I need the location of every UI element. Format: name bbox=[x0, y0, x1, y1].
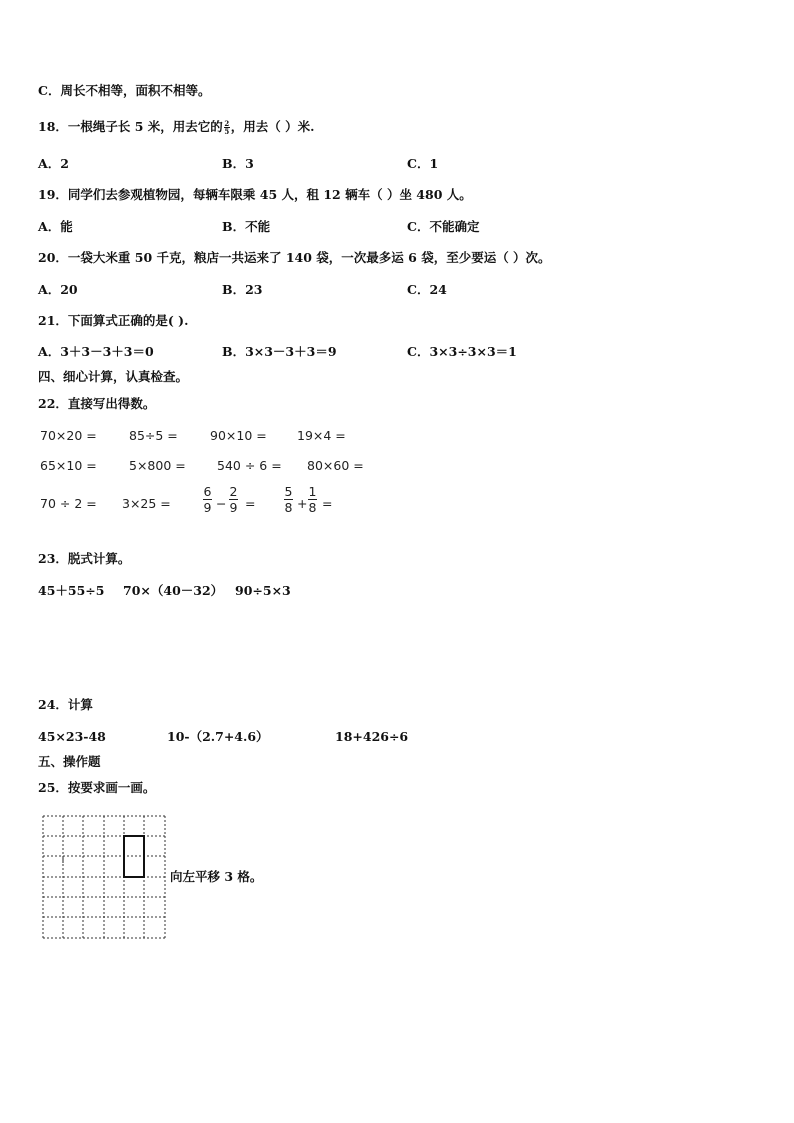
q22-title: 22．直接写出得数。 bbox=[38, 396, 156, 411]
section-4-heading: 四、细心计算，认真检查。 bbox=[38, 369, 189, 384]
q22-calc: 5×800 = bbox=[129, 458, 186, 473]
q18-option-c: C．1 bbox=[407, 156, 439, 171]
q22-frac1-b: 2 9 bbox=[229, 484, 238, 515]
q23-title: 23．脱式计算。 bbox=[38, 551, 131, 566]
q22-calc: 85÷5 = bbox=[129, 428, 178, 443]
q18-frac-den: 5 bbox=[224, 127, 230, 136]
q20-option-c: C．24 bbox=[407, 282, 447, 297]
q18-suffix: ，用去（ ）米. bbox=[230, 119, 315, 134]
q22-frac2-b: 1 8 bbox=[308, 484, 317, 515]
q22-calc: 3×25 = bbox=[122, 496, 171, 511]
q23-item: 70×（40－32） bbox=[123, 583, 224, 598]
q22-calc: 540 ÷ 6 = bbox=[217, 458, 282, 473]
q18-frac-num: 2 bbox=[224, 119, 230, 128]
q22-frac2-eq: = bbox=[322, 496, 333, 511]
q21-option-c: C．3×3÷3×3＝1 bbox=[407, 344, 517, 359]
q23-item: 45＋55÷5 bbox=[38, 583, 105, 598]
q19-option-c: C．不能确定 bbox=[407, 219, 480, 234]
q22-frac1-eq: = bbox=[245, 496, 256, 511]
q18-question bbox=[38, 119, 315, 135]
q21-option-a: A．3＋3－3＋3＝0 bbox=[38, 344, 154, 359]
q25-instruction: 向左平移 3 格。 bbox=[170, 869, 263, 884]
q24-title: 24．计算 bbox=[38, 697, 93, 712]
q22-frac1-a: 6 9 bbox=[203, 484, 212, 515]
dotted-grid bbox=[42, 815, 168, 945]
q21-question: 21．下面算式正确的是( ). bbox=[38, 313, 189, 328]
q22-frac2-op: + bbox=[297, 496, 308, 511]
q19-option-b: B．不能 bbox=[222, 219, 271, 234]
q18-option-b: B．3 bbox=[222, 156, 254, 171]
q22-calc: 80×60 = bbox=[307, 458, 364, 473]
q24-item: 10-（2.7+4.6） bbox=[167, 729, 269, 744]
q23-item: 90÷5×3 bbox=[235, 583, 291, 598]
q19-question: 19．同学们去参观植物园，每辆车限乘 45 人，租 12 辆车（ ）坐 480 人。 bbox=[38, 187, 472, 202]
q20-question: 20．一袋大米重 50 千克，粮店一共运来了 140 袋，一次最多运 6 袋，至少要运（ ）次。 bbox=[38, 250, 551, 265]
q19-option-a: A．能 bbox=[38, 219, 73, 234]
q24-item: 18+426÷6 bbox=[335, 729, 409, 744]
q24-item: 45×23-48 bbox=[38, 729, 106, 744]
q18-fraction bbox=[224, 120, 230, 135]
grid-svg bbox=[42, 815, 168, 941]
q20-option-b: B．23 bbox=[222, 282, 263, 297]
q18-prefix: 18．一根绳子长 5 米，用去它的 bbox=[38, 119, 223, 134]
q22-calc: 70 ÷ 2 = bbox=[40, 496, 97, 511]
q20-option-a: A．20 bbox=[38, 282, 78, 297]
q25-title: 25．按要求画一画。 bbox=[38, 780, 156, 795]
q17-option-c: C．周长不相等，面积不相等。 bbox=[38, 83, 211, 98]
q22-frac2-a: 5 8 bbox=[284, 484, 293, 515]
q22-calc: 65×10 = bbox=[40, 458, 97, 473]
q18-option-a: A．2 bbox=[38, 156, 69, 171]
q22-calc: 70×20 = bbox=[40, 428, 97, 443]
q22-calc: 90×10 = bbox=[210, 428, 267, 443]
q22-calc: 19×4 = bbox=[297, 428, 346, 443]
section-5-heading: 五、操作题 bbox=[38, 754, 101, 769]
q22-frac1-op: − bbox=[216, 496, 227, 511]
q21-option-b: B．3×3－3＋3＝9 bbox=[222, 344, 337, 359]
